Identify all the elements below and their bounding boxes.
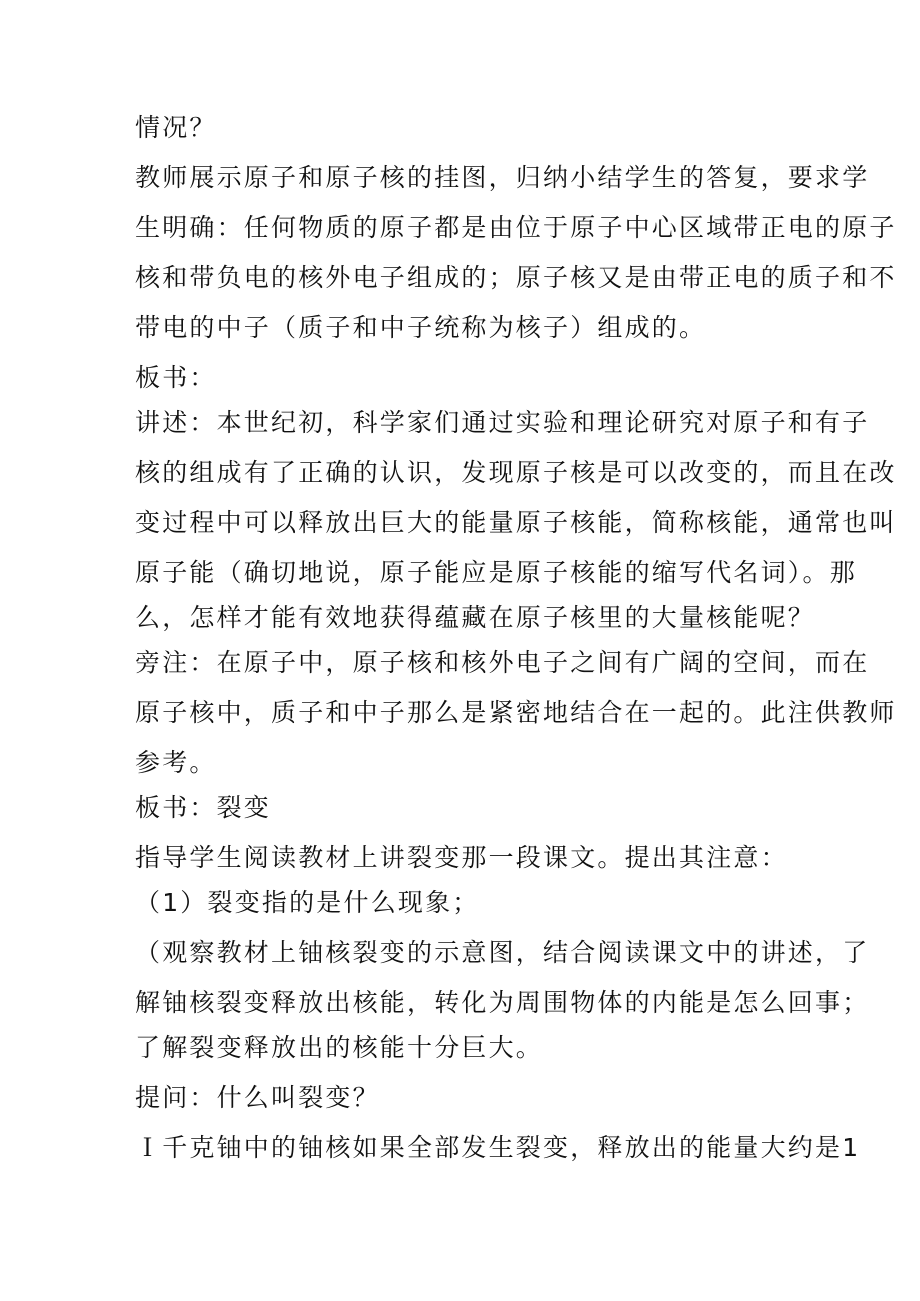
text-line: 讲述：本世纪初，科学家们通过实验和理论研究对原子和有子 [135,408,870,437]
text-line: Ｉ千克铀中的铀核如果全部发生裂变，释放出的能量大约是1 [135,1133,861,1162]
text-line: 教师展示原子和原子核的挂图，归纳小结学生的答复，要求学 [135,163,870,192]
text-line: 了解裂变释放出的核能十分巨大。 [135,1033,544,1062]
text-line: （1）裂变指的是什么现象； [135,888,480,917]
text-line: 变过程中可以释放出巨大的能量原子核能，简称核能，通常也叫 [135,508,897,537]
text-line: 生明确：任何物质的原子都是由位于原子中心区域带正电的原子 [135,213,897,242]
text-line: 提问：什么叫裂变？ [135,1083,380,1112]
text-line: 板书：裂变 [135,793,272,822]
text-line: 核和带负电的核外电子组成的；原子核又是由带正电的质子和不 [135,263,897,292]
text-line: 参考。 [135,748,217,777]
text-line: 核的组成有了正确的认识，发现原子核是可以改变的，而且在改 [135,458,897,487]
text-line: 情况？ [135,113,217,142]
text-line: 么，怎样才能有效地获得蕴藏在原子核里的大量核能呢？ [135,603,816,632]
text-line: （观察教材上铀核裂变的示意图，结合阅读课文中的讲述，了 [135,938,870,967]
text-line: 带电的中子（质子和中子统称为核子）组成的。 [135,313,707,342]
text-line: 解铀核裂变释放出核能，转化为周围物体的内能是怎么回事； [135,988,870,1017]
text-line: 指导学生阅读教材上讲裂变那一段课文。提出其注意： [135,843,788,872]
text-line: 原子能（确切地说，原子能应是原子核能的缩写代名词）。那 [135,558,857,587]
text-line: 旁注：在原子中，原子核和核外电子之间有广阔的空间，而在 [135,648,870,677]
text-line: 板书： [135,363,217,392]
text-line: 原子核中，质子和中子那么是紧密地结合在一起的。此注供教师 [135,698,897,727]
